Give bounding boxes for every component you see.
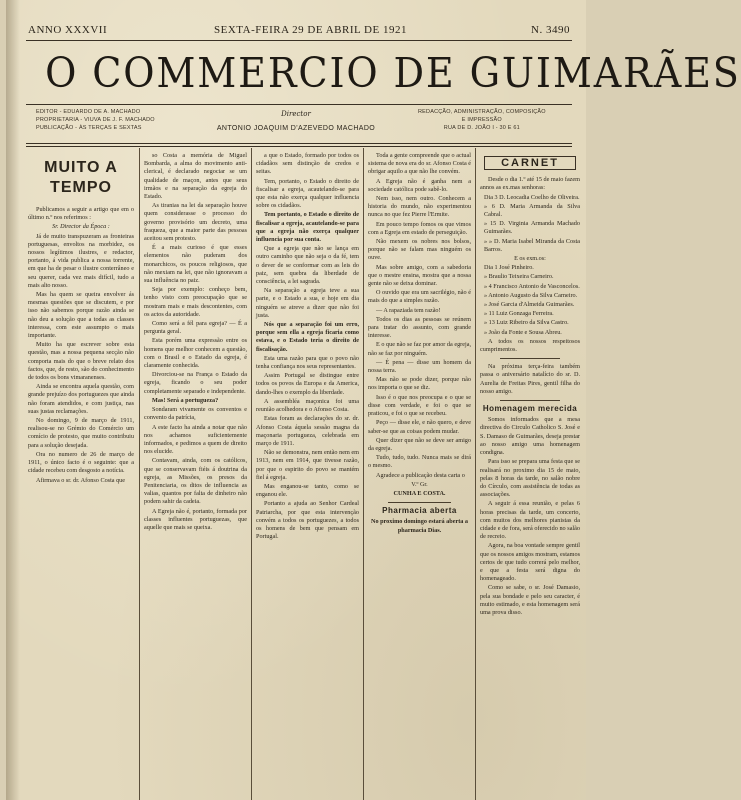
carnet-list-item: » João da Fonte e Sousa Abreu. [484, 328, 562, 336]
body-top-rule-2 [26, 146, 572, 147]
article-paragraph: Muito ha que escrever sobre esta questão, mas a nossa pequena secção não comporta mais do que o breve relato dos factos, que, de resto, são do conhecimento de todos os bons vimaranenses. [28, 341, 134, 382]
article-paragraph: Todos os dias as pessoas se reúnem para tratar do assunto, com grande interesse. [368, 315, 471, 340]
office-line-1: REDACÇÃO, ADMINISTRAÇÃO, COMPOSIÇÃO [418, 109, 546, 115]
article-paragraph: Divorciou-se na França o Estado da egreja, ficando o seu poder completamente separado e independente. [144, 371, 247, 395]
column-5 [480, 152, 580, 800]
column-rule-4 [475, 148, 476, 800]
article-paragraph: Estas foram as declarações do sr. dr. Afonso Costa áquela sessão magna da maçonaria portugueza, celebrada em março de 1911. [256, 415, 359, 447]
top-rule [26, 40, 572, 41]
article-paragraph: Na separação a egreja teve a sua parte, e o Estado a sua, e hoje em dia ninguém se atreve a dizer que não foi justa. [256, 287, 359, 319]
carnet-note: Na próxima terça-feira também passa o aniversário natalício do sr. D. Aurelia de Freitas Pires, gentil filha do nosso amigo. [480, 363, 580, 395]
pharmacy-notice: No proximo domingo estará aberta a pharmacia Dias. [371, 518, 468, 534]
article-paragraph: a que o Estado, formado por todos os cidadãos sem distinção de credos e seitas. [256, 152, 359, 176]
article-paragraph: A seguir á essa reunião, e pelas 6 horas precisas da tarde, um concerto, com muitos dos melhores pianistas da cidade e de fora, será oferecido no salão de recreio. [480, 500, 580, 541]
section-divider [500, 400, 560, 401]
carnet-list-item: » 4 Francisco Antonio de Vasconcelos. [484, 282, 580, 290]
article-paragraph: Portanto a ajuda ao Senhor Cardeal Patriarcha, por que esta intervenção convém a todos os portuguezes, a todos os homens de bem que pensam em Portugal. [256, 500, 359, 541]
article-paragraph: O ouvido que era um sacrilégio, não é mais do que a simples razão. [368, 289, 471, 305]
article-signer: CUNHA E COSTA. [393, 489, 446, 497]
article-paragraph: Para isso se prepara uma festa que se realisará no proximo dia 15 de maio, pelas 8 horas da tarde, no salão nobre do Círculo, com assistência de todas as associações. [480, 458, 580, 499]
article-paragraph: — A rapaziada tem razão! [376, 306, 441, 314]
article-paragraph: Nem isso, nem outro. Conhecem a historia do mundo, não experimentou nunca no que fez Pierre l'Ermite. [368, 195, 471, 219]
article-paragraph: No domingo, 9 de março de 1911, realisou-se no Grémio do Comércio um comício de protesto, que muito contribuiu para a solução desejada. [28, 417, 134, 449]
article-paragraph: A este facto ha ainda a notar que não nos achamos suficientemente informados, e pedimos a quem de direito nos elucide. [144, 423, 247, 456]
column-3 [256, 152, 359, 800]
carnet-heading: CARNET [484, 156, 576, 170]
article-paragraph: Esta uma razão para que o povo não tenha confiança nos seus representantes. [256, 354, 359, 371]
column-rule-3 [363, 148, 364, 800]
article-paragraph: Esta porém uma expressão entre os homens que melhor conhecem a questão, com o Brasil e o Estado da egreja, é claramente conhecida. [144, 337, 247, 370]
article-sign: V.º Gr. [411, 480, 428, 488]
article-paragraph: Somos informados que a mesa directiva do Circulo Catholico S. José e S. Damaso de Guimarães, deseja prestar ao nosso amigo uma homenagem condigna. [480, 416, 580, 457]
carnet-men-label: E os exm.os: [514, 255, 546, 263]
column-rule-1 [139, 148, 140, 800]
article-paragraph: Toda a gente compreende que o actual sistema de nova era do sr. Afonso Costa é obrigar aquilo a que não lhe convém. [368, 152, 471, 176]
carnet-list-item: » 6 D. Maria Armanda da Silva Cabral. [484, 202, 580, 219]
article-paragraph: Ora no numero de 26 de março de 1911, o único facto é o seguinte: que a cidade recebeu com desgosto a notícia. [28, 450, 134, 475]
body-top-rule [26, 143, 572, 144]
article-paragraph: As tiranias na lei da separação houve quem considerasse o processo do governo provisório um decreto, uma fraqueza, que a maior parte das pessoas aceitou sem protesto. [144, 202, 247, 243]
publication-line: PUBLICAÇÃO - ÀS TERÇAS E SEXTAS [36, 125, 142, 131]
article-paragraph: Ainda se encontra aquela questão, com grande prejuízo dos portuguezes que ainda não foram atendidos, e com justiça, nas suas justas reclamações. [28, 383, 134, 415]
article-paragraph: Nós que a separação foi um erro, porque sem ella a egreja ficaria como estava, e o Estado teria o direito de fiscalisação. [256, 321, 359, 353]
article-paragraph: Mas enganou-se tanto, como se enganou ele. [256, 482, 359, 499]
article-paragraph: Agora, na boa vontade sempre gentil que os nossos amigos mostram, estamos certos de que tudo correrá pelo melhor, e que a festa será digna do homenageado. [480, 542, 580, 583]
article-paragraph: Isso é o que nos preocupa e o que se disse com verdade, e foi o que se praticou, e foi o que se recebeu. [368, 393, 471, 418]
article-paragraph: Assim Portugal se distingue entre todos os povos da Europa e da America, dando-lhes o exemplo da liberdade. [256, 372, 359, 396]
article-paragraph: Não mexem os nobres nos bolsos, porque não se falam mas ninguém os ouve. [368, 238, 471, 262]
article-paragraph: Tem, portanto, o Estado o direito de fiscalisar a egreja, acautelando-se para que esta não exerça qualquer influencia sobre os cidadãos. [256, 177, 359, 210]
carnet-list-item: Dia 3 D. Leocadia Coelho de Oliveira. [484, 193, 580, 201]
article-paragraph: Sondaram vivamente os conventos e convento da patrícia, [144, 406, 247, 422]
carnet-list-item: » José Garcia d'Almeida Guimarães. [484, 301, 575, 309]
article-paragraph: Publicamos a seguir a artigo que em o último n.º nos referimos : [28, 206, 134, 222]
carnet-list-item: » Braulio Teixeira Carneiro. [484, 273, 554, 281]
owner-line: PROPRIETARIA - VIUVA DE J. F. MACHADO [36, 117, 155, 123]
carnet-list-item: » Antonio Augusto da Silva Carneiro. [484, 291, 578, 299]
article-paragraph: Como será a fél para egreja? — É a pergunta geral. [144, 320, 247, 336]
carnet-list-item: » 15 D. Virginia Armanda Machado Guimarães. [484, 220, 580, 236]
issue-date: SEXTA-FEIRA 29 DE ABRIL DE 1921 [214, 24, 407, 36]
column-rule-2 [251, 148, 252, 800]
carnet-closing: A todos os nossos respeitosos cumprimentos. [480, 337, 580, 354]
article-paragraph: Mas ha quem se queira envolver ás mesmas questões que se discutem, e por isso não sabemos porque razão ainda se não deu a solução que a todas as classes interessa, com este assumpto o mais importante. [28, 291, 134, 340]
column-4 [368, 152, 471, 800]
office-info [418, 108, 546, 132]
article-paragraph: A assembléa maçonica foi uma reunião acolhedora e o Afonso Costa. [256, 397, 359, 414]
article-paragraph: Contavam, ainda, com os católicos, que se conservavam fiéis á doutrina da egreja, as Missões, os presos da Penitenciaria, os ditos de influencia as valias, quantos por falta de dinheiro não podem sahir da cadeia. [144, 457, 247, 506]
section-divider [500, 358, 560, 359]
article-paragraph: A Egreja não é, portanto, formada por classes influentes portuguezas, que aquelle que mais se queixa. [144, 507, 247, 531]
article-paragraph: Tem portanto, o Estado o direito de fiscalisar a egreja, acautelando-se para que a egreja não exerça qualquer influencia por sua conta. [256, 211, 359, 244]
header-topline [28, 24, 570, 40]
director-label: Director [281, 110, 311, 118]
column-2 [144, 152, 247, 800]
director-name: ANTONIO JOAQUIM D'AZEVEDO MACHADO [216, 125, 376, 132]
article-paragraph: Não se demonstra, nem então nem em 1913, nem em 1914, que tivesse razão, por que o espirito do povo se mantém fiel á egreja. [256, 449, 359, 481]
article-paragraph: Agradece a publicação desta carta o [376, 471, 465, 479]
article-paragraph: Que a egreja que não se lança em outro caminho que não seja o da fé, tem o dever de se conformar com as leis do paiz, sem quebra da liberdade de consciência, a lei sagrada. [256, 245, 359, 286]
year-volume: ANNO XXXVII [28, 24, 108, 36]
article-salutation: Sr. Director da Época : [52, 223, 110, 231]
column-1 [28, 152, 134, 800]
article-paragraph: Seja por exemplo: conheço bem, tenho visto com preocupação que se mostram mais e mais descontentes, com os actos da autoridade. [144, 286, 247, 318]
article-paragraph: Peço — disse ele, e não quero, e deve saber-se que as coisas podem mudar. [368, 419, 471, 435]
carnet-list-item: Dia 1 José Pinheiro. [484, 264, 534, 272]
article-paragraph: Afirmava o sr. dr. Afonso Costa que [36, 476, 126, 484]
article-paragraph: so Costa a memória de Miguel Bombarda, a alma do movimento anti-clerical, é declarado negociar se um qualidade de maçon, antes que seus irmãos e na separação da egreja do Estado. [144, 152, 247, 201]
section-divider [388, 502, 451, 503]
office-address: RUA DE D. JOÃO I - 30 E 61 [443, 125, 520, 131]
article-paragraph: Quer dizer que não se deve ser amigo da egreja. [368, 436, 471, 452]
office-line-2: E IMPRESSÃO [461, 117, 502, 123]
article-paragraph: Como se sabe, o sr. José Damasio, pela sua bondade e pelo seu caracter, é muito estimado, e esta homenagem será uma prova disso. [480, 584, 580, 616]
newspaper-page [6, 0, 741, 800]
article-paragraph: E o que não se faz por amor da egreja, não se faz por ninguém. [368, 341, 471, 357]
editor-line: EDITOR - EDUARDO DE A. MACHADO [36, 109, 141, 115]
pharmacy-heading: Pharmacia aberta [382, 506, 457, 516]
masthead-title: O COMMERCIO DE GUIMARÃES [45, 49, 741, 97]
article-paragraph: Mas! Será a portugueza? [152, 396, 219, 404]
issue-number: N. 3490 [531, 24, 570, 36]
article-paragraph: A Egreja não é ganha nem a sociedade católica pode sabê-lo. [368, 177, 471, 193]
carnet-intro: Desde o dia 1.º até 15 de maio fazem annos as ex.mas senhoras: [480, 176, 580, 192]
article-headline: MUITO A TEMPO [44, 159, 118, 196]
homenagem-heading: Homenagem merecida [482, 404, 578, 414]
carnet-list-item: » 13 Luiz Ribeiro da Silva Castro. [484, 319, 569, 327]
article-paragraph: Já de muito transpuzeram as fronteiras portuguesas, envoltos na morbidez, os nossos legítimos ilustres, e redactor, portanto, á vida publica a nossa torrente, em que ha de pesar o ilustre conterrâneo e seu querer, cada vez mais difícil, tudo a mais alto nosso. [28, 232, 134, 289]
article-paragraph: Mas sobre amigo, com a sabedoria que o mestre ensina, mostra que a nossa gente não se deixa dominar. [368, 263, 471, 288]
article-paragraph: Tudo, tudo, tudo. Nunca mais se dirá o mesmo. [368, 454, 471, 470]
carnet-list-item: » » D. Maria Isabel Miranda da Costa Barros. [484, 237, 580, 253]
article-paragraph: Mas não se pode dizer, porque não nos importa o que se diz. [368, 376, 471, 392]
masthead-rule [26, 104, 572, 105]
page-fold-shadow [6, 0, 20, 800]
article-paragraph: — É pena — disse um homem da nossa terra. [368, 358, 471, 375]
carnet-list-item: » 11 Luiz Gonzaga Ferreira. [484, 310, 554, 318]
article-paragraph: Em pouco tempo fomos os que vimos com a Egreja em estado de perseguição. [368, 220, 471, 236]
article-paragraph: É a mais curioso é que esses elementos não puderam dos monarchicos, os poucos religiosos, que não mexiam na lei, que não ignoravam a sua influência no paiz. [144, 244, 247, 285]
